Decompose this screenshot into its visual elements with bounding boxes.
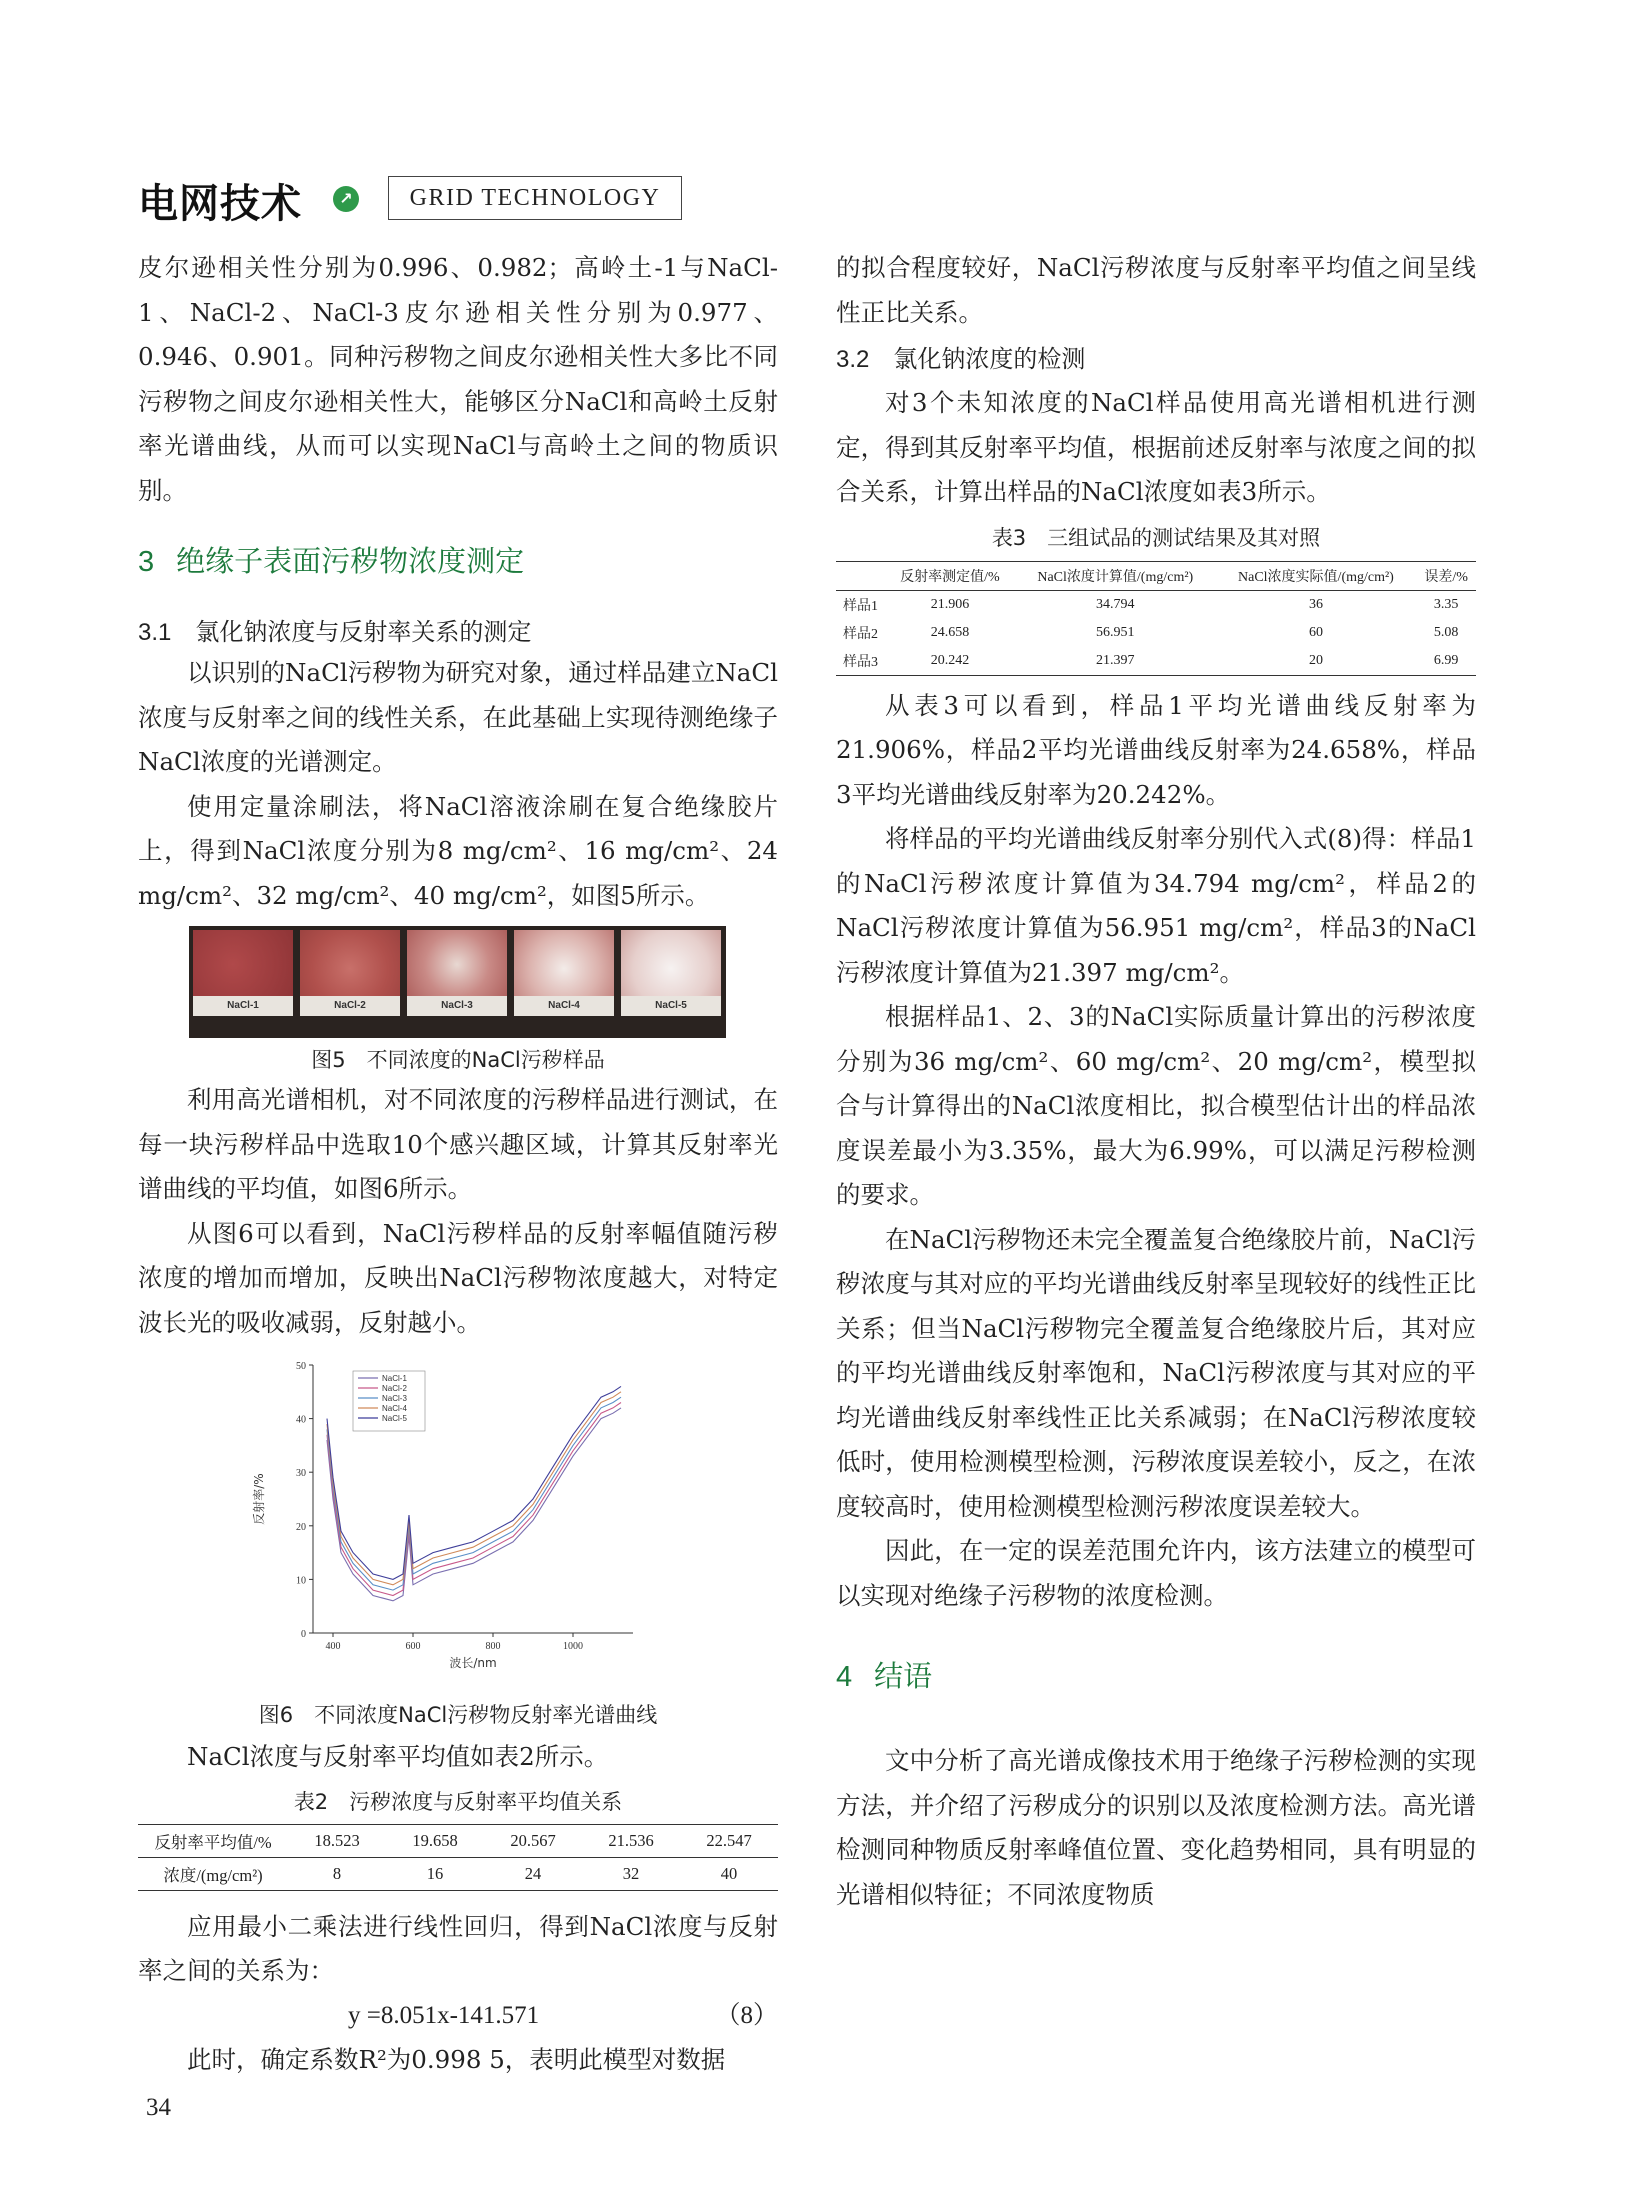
sample-swatch-4: [514, 930, 614, 1016]
y-tick-label: 40: [296, 1414, 306, 1426]
table-3-caption: 表3 三组试品的测试结果及其对照: [991, 525, 1321, 550]
table-header-cell: 误差/%: [1416, 561, 1476, 590]
section-title: 结语: [874, 1659, 933, 1693]
table-2: [138, 1824, 778, 1891]
legend-label: NaCl-5: [382, 1414, 407, 1423]
table-cell: 22.547: [680, 1824, 778, 1857]
paragraph: 根据样品1、2、3的NaCl实际质量计算出的污秽浓度分别为36 mg/cm²、60 mg/cm²、20 mg/cm²，模型拟合与计算得出的NaCl浓度相比，拟合模型估计出的样品浓度误差最小为3.35%，最大为6.99%，可以满足污秽检测的要求。: [836, 1002, 1476, 1209]
table-cell: 16: [386, 1857, 484, 1890]
table-cell: 20.242: [885, 647, 1015, 676]
journal-brand: 电网技术: [138, 181, 302, 227]
x-axis-label: 波长/nm: [449, 1656, 497, 1670]
table-header-cell: NaCl浓度计算值/(mg/cm²): [1015, 561, 1216, 590]
table-cell: 20.567: [484, 1824, 582, 1857]
sample-label: NaCl-3: [407, 996, 507, 1016]
table-cell: 3.35: [1433, 596, 1459, 612]
table-cell: 32: [582, 1857, 680, 1890]
table-cell: 8: [288, 1857, 386, 1890]
table-header-cell: NaCl浓度实际值/(mg/cm²): [1216, 561, 1417, 590]
x-tick-label: 600: [405, 1641, 421, 1652]
paragraph: 因此，在一定的误差范围允许内，该方法建立的模型可以实现对绝缘子污秽物的浓度检测。: [836, 1536, 1476, 1610]
paragraph: 的拟合程度较好，NaCl污秽浓度与反射率平均值之间呈线性正比关系。: [836, 253, 1476, 327]
spectrum-chart-svg: [233, 1355, 653, 1695]
paragraph: 在NaCl污秽物还未完全覆盖复合绝缘胶片前，NaCl污秽浓度与其对应的平均光谱曲线反射率呈现较好的线性正比关系；但当NaCl污秽物完全覆盖复合绝缘胶片后，其对应的平均光谱曲线反射率饱和，NaCl污秽浓度与其对应的平均光谱曲线反射率线性正比关系减弱；在NaCl污秽浓度较低时，使用检测模型检测，污秽浓度误差较小，反之，在浓度较高时，使用检测模型检测污秽浓度误差较大。: [836, 1224, 1476, 1521]
y-tick-label: 50: [296, 1361, 306, 1372]
paragraph: 文中分析了高光谱成像技术用于绝缘子污秽检测的实现方法，并介绍了污秽成分的识别以及浓度检测方法。高光谱检测同种物质反射率峰值位置、变化趋势相同，具有明显的光谱相似特征；不同浓度物质: [836, 1746, 1476, 1909]
sample-label: NaCl-4: [514, 996, 614, 1016]
table-row: [138, 1857, 778, 1890]
table-2-caption: 表2 污秽浓度与反射率平均值关系: [293, 1789, 623, 1814]
table-cell: 24: [484, 1857, 582, 1890]
table-cell: 60: [1308, 624, 1323, 640]
paragraph: 此时，确定系数R²为0.998 5，表明此模型对数据: [187, 2044, 726, 2074]
table-row: [836, 590, 1476, 619]
sample-swatch-3: [407, 930, 507, 1016]
legend-label: NaCl-3: [382, 1394, 407, 1403]
table-cell: 浓度/(mg/cm²): [138, 1857, 288, 1890]
subsection-title: 氯化钠浓度的检测: [893, 345, 1086, 373]
y-tick-label: 10: [296, 1575, 306, 1587]
table-header-row: [836, 561, 1476, 590]
x-tick-label: 800: [485, 1641, 501, 1652]
figure-6-caption: 图6 不同浓度NaCl污秽物反射率光谱曲线: [258, 1703, 658, 1727]
legend-label: NaCl-2: [382, 1384, 407, 1393]
y-tick-label: 30: [296, 1468, 306, 1480]
table-cell: 20: [1216, 647, 1417, 676]
subsection-heading: [138, 612, 778, 647]
figure-6-chart: [233, 1355, 653, 1695]
table-cell: 样品2: [842, 626, 878, 642]
sample-label: NaCl-2: [300, 996, 400, 1016]
paragraph: 皮尔逊相关性分别为0.996、0.982；高岭土-1与NaCl-1、NaCl-2、NaCl-3皮尔逊相关性分别为0.977、0.946、0.901。同种污秽物之间皮尔逊相关性大多比不同污秽物之间皮尔逊相关性大，能够区分NaCl和高岭土反射率光谱曲线，从而可以实现NaCl与高岭土之间的物质识别。: [138, 253, 778, 505]
subsection-heading: [836, 337, 1476, 381]
table-cell: 24.658: [930, 624, 970, 640]
y-tick-label: 0: [301, 1629, 306, 1640]
sample-swatch-1: [193, 930, 293, 1016]
page-number: 34: [146, 2094, 171, 2121]
table-cell: 40: [680, 1857, 778, 1890]
section-number: 3: [138, 546, 155, 578]
paragraph: 从图6可以看到，NaCl污秽样品的反射率幅值随污秽浓度的增加而增加，反映出NaCl污秽物浓度越大，对特定波长光的吸收减弱，反射越小。: [138, 1218, 778, 1337]
paragraph: 使用定量涂刷法，将NaCl溶液涂刷在复合绝缘胶片上，得到NaCl浓度分别为8 mg/cm²、16 mg/cm²、24 mg/cm²、32 mg/cm²、40 mg/cm²，如图5所示。: [138, 791, 778, 910]
journal-brand-english: GRID TECHNOLOGY: [388, 176, 682, 220]
table-cell: 反射率平均值/%: [138, 1824, 288, 1857]
table-header-cell: [836, 561, 885, 590]
legend-label: NaCl-1: [382, 1374, 407, 1383]
section-heading: [836, 1654, 1476, 1695]
right-column: [836, 246, 1476, 1917]
table-cell: 21.397: [1015, 647, 1216, 676]
subsection-number: 3.1: [138, 619, 172, 646]
arrow-circle-icon: ↗: [333, 186, 359, 212]
table-cell: 6.99: [1416, 647, 1476, 676]
table-cell: 34.794: [1096, 596, 1135, 612]
figure-5-sample-photo: [189, 926, 726, 1038]
journal-header: [138, 170, 698, 230]
sample-label: NaCl-5: [621, 996, 721, 1016]
subsection-title: 氯化钠浓度与反射率关系的测定: [195, 618, 532, 646]
sample-label: NaCl-1: [193, 996, 293, 1016]
table-cell: 18.523: [288, 1824, 386, 1857]
x-tick-label: 400: [325, 1641, 341, 1652]
sample-swatch-5: [621, 930, 721, 1016]
table-cell: 样品1: [842, 598, 878, 614]
section-title: 绝缘子表面污秽物浓度测定: [176, 544, 525, 578]
paragraph: 从表3可以看到，样品1平均光谱曲线反射率为21.906%，样品2平均光谱曲线反射率为24.658%，样品3平均光谱曲线反射率为20.242%。: [836, 690, 1476, 809]
left-column: [138, 246, 778, 2082]
series-line-NaCl-2: [327, 1403, 621, 1596]
section-number: 4: [836, 1661, 853, 1693]
paragraph: 应用最小二乘法进行线性回归，得到NaCl浓度与反射率之间的关系为：: [138, 1911, 778, 1985]
table-cell: 56.951: [1096, 624, 1135, 640]
subsection-number: 3.2: [836, 346, 870, 373]
sample-swatch-2: [300, 930, 400, 1016]
table-cell: 样品3: [836, 647, 885, 676]
paragraph: 以识别的NaCl污秽物为研究对象，通过样品建立NaCl浓度与反射率之间的线性关系，在此基础上实现待测绝缘子NaCl浓度的光谱测定。: [138, 658, 778, 776]
table-row: [138, 1824, 778, 1857]
y-tick-label: 20: [296, 1521, 306, 1533]
table-cell: 19.658: [386, 1824, 484, 1857]
paragraph: 利用高光谱相机，对不同浓度的污秽样品进行测试，在每一块污秽样品中选取10个感兴趣区域，计算其反射率光谱曲线的平均值，如图6所示。: [138, 1085, 778, 1203]
paragraph: NaCl浓度与反射率平均值如表2所示。: [187, 1742, 609, 1771]
table-row: [836, 619, 1476, 647]
x-tick-label: 1000: [563, 1641, 583, 1652]
legend-label: NaCl-4: [382, 1404, 407, 1413]
table-3: [836, 561, 1476, 676]
paragraph: 将样品的平均光谱曲线反射率分别代入式(8)得：样品1的NaCl污秽浓度计算值为34.794 mg/cm²，样品2的NaCl污秽浓度计算值为56.951 mg/cm²，样品3的NaCl污秽浓度计算值为21.397 mg/cm²。: [836, 824, 1476, 987]
table-cell: 36: [1308, 596, 1323, 612]
table-cell: 21.536: [582, 1824, 680, 1857]
y-axis-label: 反射率/%: [252, 1473, 266, 1525]
equation-text: y =8.051x-141.571: [348, 2001, 540, 2029]
table-header-cell: 反射率测定值/%: [885, 561, 1015, 590]
section-heading: [138, 539, 778, 580]
table-cell: 5.08: [1433, 624, 1459, 640]
equation-8: [138, 1994, 778, 2038]
table-row: [836, 647, 1476, 676]
equation-number: （8）: [715, 2001, 778, 2029]
paragraph: 对3个未知浓度的NaCl样品使用高光谱相机进行测定，得到其反射率平均值，根据前述反射率与浓度之间的拟合关系，计算出样品的NaCl浓度如表3所示。: [836, 388, 1476, 506]
table-cell: 21.906: [930, 596, 970, 612]
figure-5-caption: 图5 不同浓度的NaCl污秽样品: [311, 1048, 605, 1072]
